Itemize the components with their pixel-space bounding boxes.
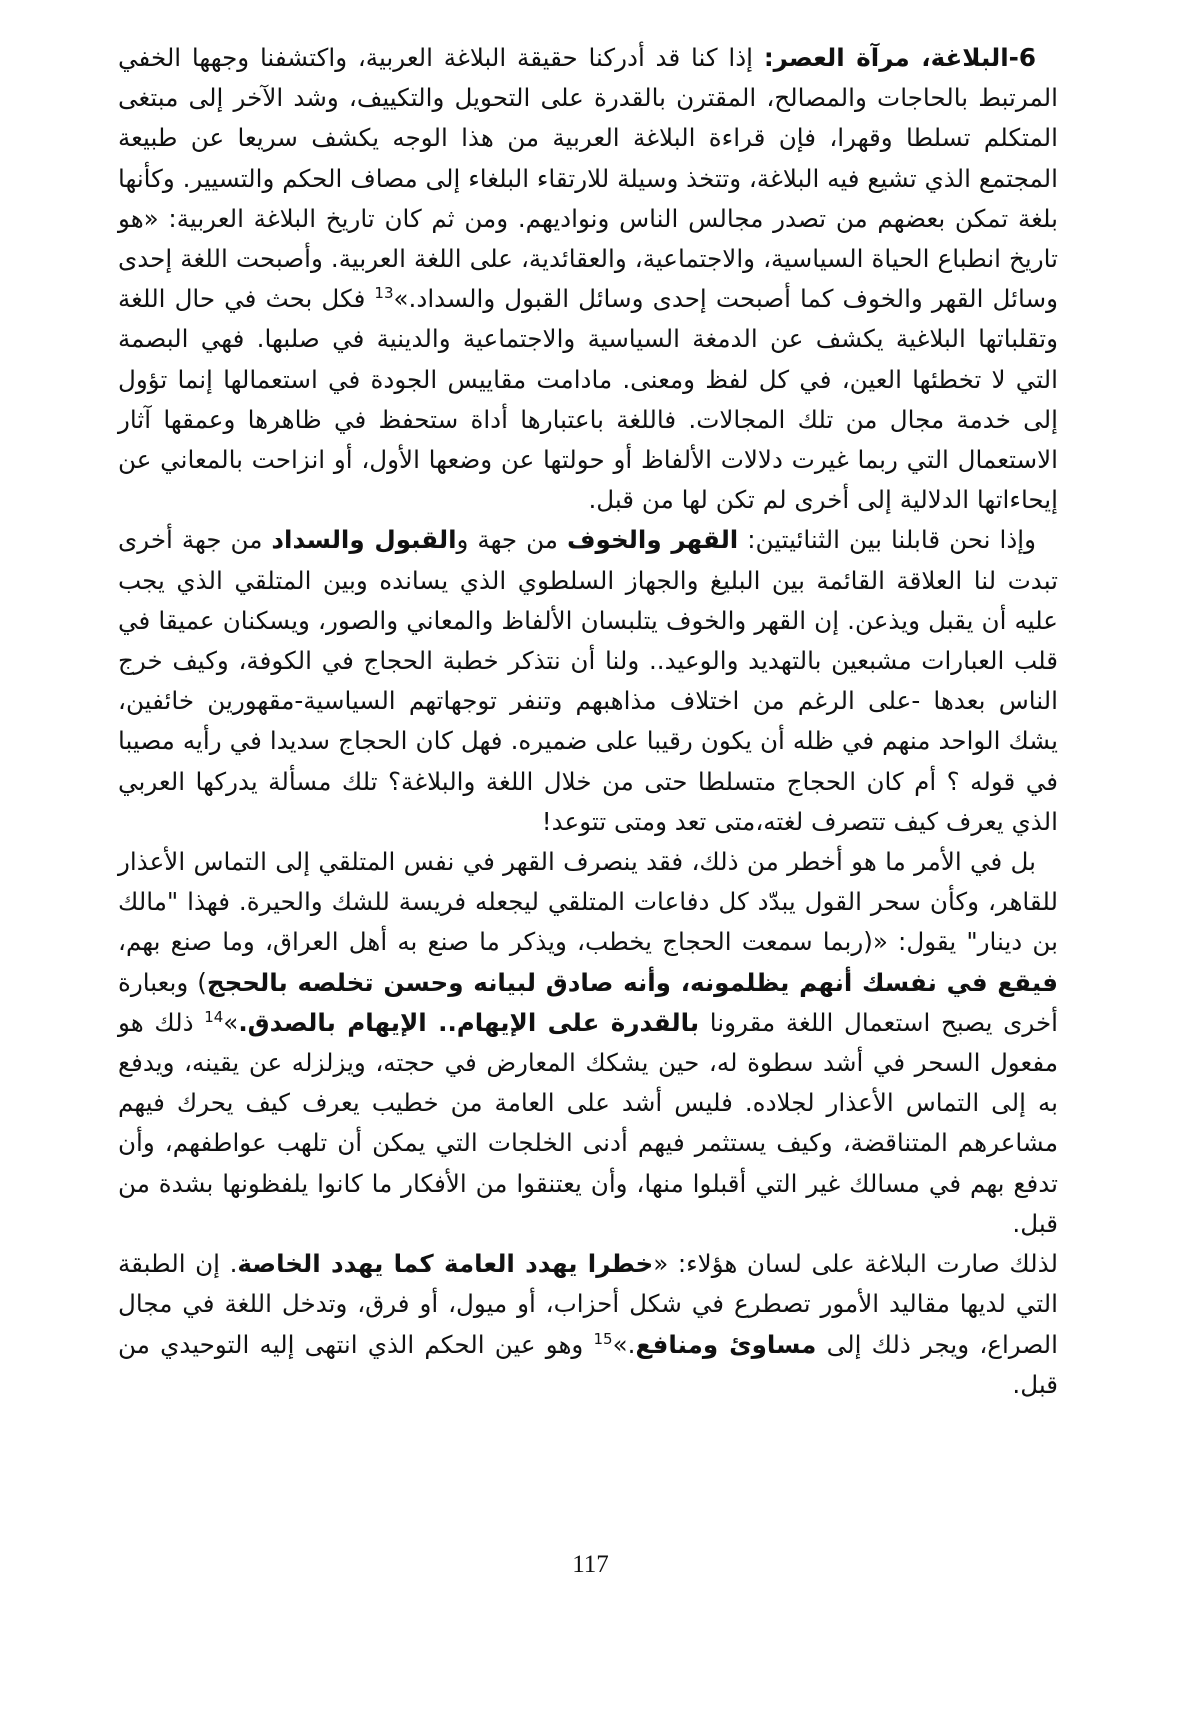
bold-phrase: القبول والسداد <box>271 525 457 555</box>
paragraph-text: ) وبعبارة أخرى يصبح استعمال اللغة مقرونا <box>118 967 1059 1037</box>
paragraph-text: وإذا نحن قابلنا بين الثنائيتين: <box>738 525 1036 555</box>
bold-phrase: القهر والخوف <box>566 525 739 555</box>
paragraph-2 <box>118 520 1058 842</box>
paragraph-text: من جهة أخرى تبدت لنا العلاقة القائمة بين البليغ والجهاز السلطوي الذي يسانده وبين المتلقي الذي يجب عليه أن يقبل ويذعن. إن القهر والخوف يتلبسان الألفاظ والمعاني والصور، ويسكنان عميقا في قلب العبارات مشبعين بالتهديد والوعيد.. ولنا أن نتذكر خطبة الحجاج في الكوفة، وكيف خرج الناس بعدها -على الرغم من اختلاف مذاهبهم وتنفر توجهاتهم السياسية-مقهورين خائفين، يشك الواحد منهم في ظله أن يكون رقيبا على ضميره. فهل كان الحجاج سديدا في رأيه مصيبا في قوله ؟ أم كان الحجاج متسلطا حتى من خلال اللغة والبلاغة؟ تلك مسألة يدركها العربي الذي يعرف كيف تتصرف لغته،متى تعد ومتى تتوعد! <box>118 525 1058 836</box>
page-number: 117 <box>572 1551 609 1578</box>
footnote-ref-13: 13 <box>374 284 394 303</box>
paragraph-text: وهو عين الحكم الذي انتهى إليه التوحيدي من قبل. <box>118 1329 1058 1399</box>
paragraph-text: ذلك هو مفعول السحر في أشد سطوة له، حين يشكك المعارض في حجته، ويزلزله عن يقينه، ويدفع به إلى التماس الأعذار لجلاده. فليس أشد على العامة من خطيب يعرف كيف يحرك فيهم مشاعرهم المتناقضة، وكيف يستثمر فيهم أدنى الخلجات التي يمكن أن تلهب عواطفهم، وأن تدفع بهم في مسالك غير التي أقبلوا منها، وأن يعتنقوا من الأفكار ما كانوا يلفظونها بشدة من قبل. <box>118 1007 1058 1238</box>
paragraph-text: فكل بحث في حال اللغة وتقلباتها البلاغية يكشف عن الدمغة السياسية والاجتماعية والدينية في صلبها. فهي البصمة التي لا تخطئها العين، في كل لفظ ومعنى. مادامت مقاييس الجودة في استعمالها إنما تؤول إلى خدمة مجال من تلك المجالات. فاللغة باعتبارها أداة ستحفظ في ظاهرها وعمقها آثار الاستعمال التي ربما غيرت دلالات الألفاظ أو حولتها عن وضعها الأول، أو انزاحت بالمعاني عن إيحاءاتها الدلالية إلى أخرى لم تكن لها من قبل. <box>118 284 1058 515</box>
paragraph-4 <box>118 1244 1058 1405</box>
footnote-ref-15: 15 <box>593 1329 613 1348</box>
paragraph-text: » <box>223 1007 239 1037</box>
bold-phrase: بالقدرة على الإيهام.. الإيهام بالصدق. <box>238 1007 700 1037</box>
paragraph-text: . إن الطبقة التي لديها مقاليد الأمور تصطرع في شكل أحزاب، أو ميول، أو فرق، وتدخل اللغة في مجال الصراع، ويجر ذلك إلى <box>118 1249 1059 1359</box>
section-heading: 6-البلاغة، مرآة العصر: <box>763 43 1037 72</box>
paragraph-text: بل في الأمر ما هو أخطر من ذلك، فقد ينصرف القهر في نفس المتلقي إلى التماس الأعذار للقاهر، وكأن سحر القول يبدّد كل دفاعات المتلقي ليجعله فريسة للشك والحيرة. فهذا "مالك بن دينار" يقول: «(ربما سمعت الحجاج يخطب، ويذكر ما صنع به أهل العراق، وما صنع بهم، <box>118 847 1058 957</box>
document-page <box>118 38 1058 1698</box>
paragraph-text: .» <box>612 1329 636 1359</box>
paragraph-text: لذلك صارت البلاغة على لسان هؤلاء: « <box>653 1249 1058 1279</box>
paragraph-1 <box>118 38 1058 520</box>
bold-phrase: فيقع في نفسك أنهم يظلمونه، وأنه صادق لبيانه وحسن تخلصه بالحجج <box>206 967 1058 997</box>
bold-phrase: مساوئ ومنافع <box>635 1329 817 1359</box>
footnote-ref-14: 14 <box>204 1007 224 1026</box>
bold-phrase: خطرا يهدد العامة كما يهدد الخاصة <box>237 1249 654 1279</box>
paragraph-text: إذا كنا قد أدركنا حقيقة البلاغة العربية، واكتشفنا وجهها الخفي المرتبط بالحاجات والمصالح، المقترن بالقدرة على التحويل والتكييف، وشد الآخر إلى مبتغى المتكلم تسلطا وقهرا، فإن قراءة البلاغة العربية من هذا الوجه يكشف سريعا عن طبيعة المجتمع الذي تشيع فيه البلاغة، وتتخذ وسيلة للارتقاء البلغاء إلى مصاف الحكم والتسيير. وكأنها بلغة تمكن بعضهم من تصدر مجالس الناس ونواديهم. ومن ثم كان تاريخ البلاغة العربية: «هو تاريخ انطباع الحياة السياسية، والاجتماعية، والعقائدية، على اللغة العربية. وأصبحت اللغة إحدى وسائل القهر والخوف كما أصبحت إحدى وسائل القبول والسداد.» <box>118 43 1058 314</box>
paragraph-text: من جهة و <box>456 525 567 555</box>
paragraph-3 <box>118 842 1058 1244</box>
